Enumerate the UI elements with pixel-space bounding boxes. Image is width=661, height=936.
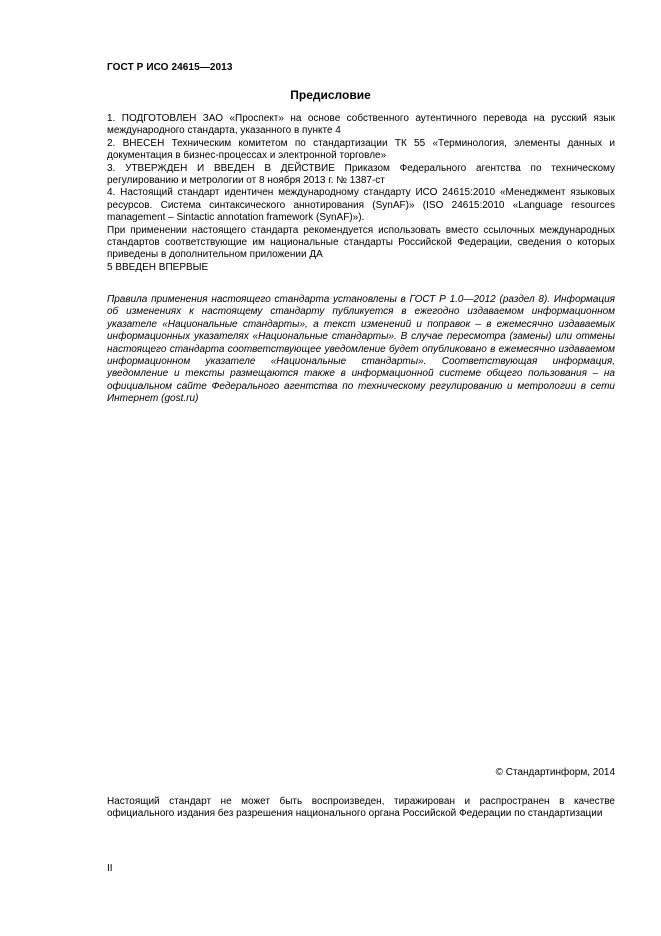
application-rules-text: Правила применения настоящего стандарта установлены в ГОСТ Р 1.0—2012 (раздел 8). Информация об изменениях к настоящему стандарту публикуется в ежегодно издаваемом информационном указателе «Национальные стандарты», а текст изменений и поправок – в ежемесячно издаваемых информационных указателях «Национальные стандарты». В случае пересмотра (замены) или отмены настоящего стандарта соответствующее уведомление будет опубликовано в ежемесячно издаваемом информационном указателе «Национальные стандарты». Соответствующая информация, уведомление и тексты размещаются также в информационной системе общего пользования – на официальном сайте Федерального агентства по техническому регулированию и метрологии в сети Интернет (gost.ru) xyxy=(107,294,615,405)
page-title: Предисловие xyxy=(290,88,371,102)
item-2 xyxy=(107,138,615,163)
item-4 xyxy=(107,187,615,224)
item-3-text: 3. УТВЕРЖДЕН И ВВЕДЕН В ДЕЙСТВИЕ Приказом Федерального агентства по техническому регулированию и метрологии от 8 ноября 2013 г. № 1387-ст xyxy=(107,162,615,187)
standard-code-header: ГОСТ Р ИСО 24615—2013 xyxy=(107,62,233,73)
item-1-text: 1. ПОДГОТОВЛЕН ЗАО «Проспект» на основе собственного аутентичного перевода на русский язык международного стандарта, указанного в пункте 4 xyxy=(107,113,615,137)
reproduction-restriction-text: Настоящий стандарт не может быть воспроизведен, тиражирован и распространен в качестве официального издания без разрешения национального органа Российской Федерации по стандартизации xyxy=(107,796,615,820)
item-4-note-text: При применении настоящего стандарта рекомендуется использовать вместо ссылочных международных стандартов соответствующие им национальные стандарты Российской Федерации, сведения о которых приведены в дополнительном приложении ДА xyxy=(107,224,615,261)
item-5 xyxy=(107,262,615,274)
item-2-text: 2. ВНЕСЕН Техническим комитетом по стандартизации ТК 55 «Терминология, элементы данных и документация в бизнес-процессах и электронной торговле» xyxy=(107,137,615,162)
application-rules-note xyxy=(107,294,615,406)
item-3 xyxy=(107,163,615,188)
reproduction-restriction xyxy=(107,796,615,821)
item-4-note xyxy=(107,225,615,262)
item-4-text: 4. Настоящий стандарт идентичен международному стандарту ИСО 24615:2010 «Менеджмент языковых ресурсов. Система синтаксического аннотирования (SynAF)» (ISO 24615:2010 «Language resources management – Sintactic annotation framework (SynAF)»). xyxy=(107,187,615,224)
copyright: © Стандартинформ, 2014 xyxy=(495,767,615,778)
foreword-body xyxy=(107,113,615,274)
page-number: II xyxy=(107,863,113,874)
item-1 xyxy=(107,113,615,138)
item-5-text: 5 ВВЕДЕН ВПЕРВЫЕ xyxy=(107,261,209,273)
